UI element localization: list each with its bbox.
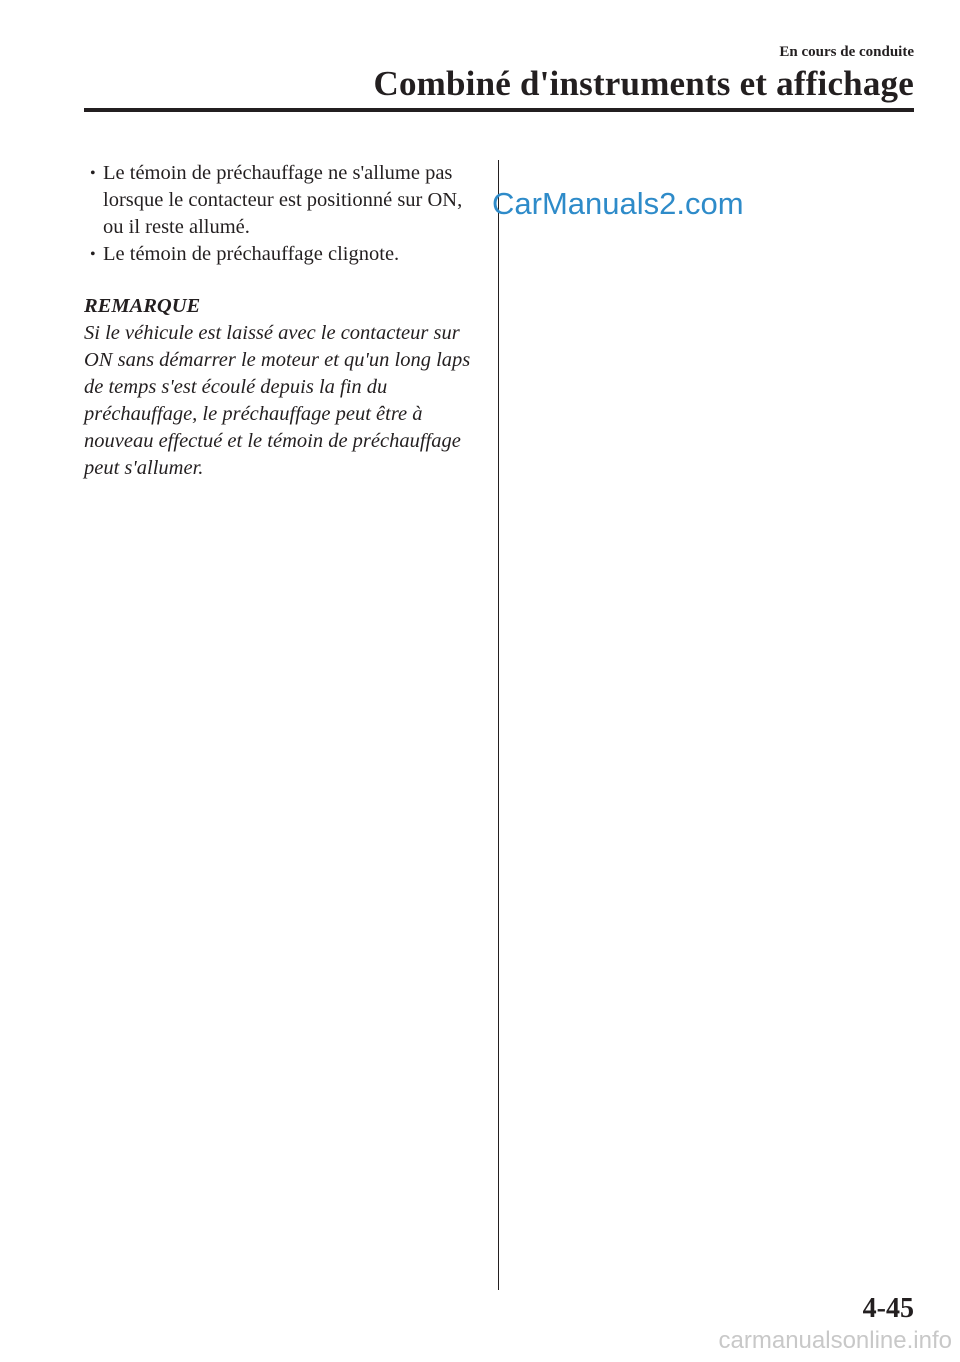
list-item-text: Le témoin de préchauffage ne s'allume pas lorsque le contacteur est positionné sur ON, ou il reste allumé. bbox=[103, 162, 463, 238]
bullet-dot-icon: • bbox=[90, 165, 96, 182]
list-item bbox=[84, 241, 476, 268]
bullet-list bbox=[84, 160, 476, 268]
chapter-title: Combiné d'instruments et affichage bbox=[373, 64, 914, 103]
list-item-text: Le témoin de préchauffage clignote. bbox=[103, 243, 400, 265]
page-header bbox=[373, 42, 914, 104]
remark-block bbox=[84, 293, 476, 482]
list-item bbox=[84, 160, 476, 241]
column-divider bbox=[498, 160, 499, 1290]
section-label: En cours de conduite bbox=[779, 44, 914, 60]
remark-text: Si le véhicule est laissé avec le contacteur sur ON sans démarrer le moteur et qu'un long laps de temps s'est écoulé depuis la fin du préchauffage, le préchauffage peut être à nouveau effectué et le témoin de préchauffage peut s'allumer. bbox=[84, 322, 471, 479]
watermark-top[interactable]: CarManuals2.com bbox=[492, 186, 744, 221]
header-rule bbox=[84, 108, 914, 112]
watermark-bottom[interactable]: carmanualsonline.info bbox=[718, 1327, 952, 1354]
left-column bbox=[84, 160, 476, 482]
remark-heading: REMARQUE bbox=[84, 295, 201, 317]
page-number: 4-45 bbox=[862, 1293, 914, 1324]
bullet-dot-icon: • bbox=[90, 246, 96, 263]
